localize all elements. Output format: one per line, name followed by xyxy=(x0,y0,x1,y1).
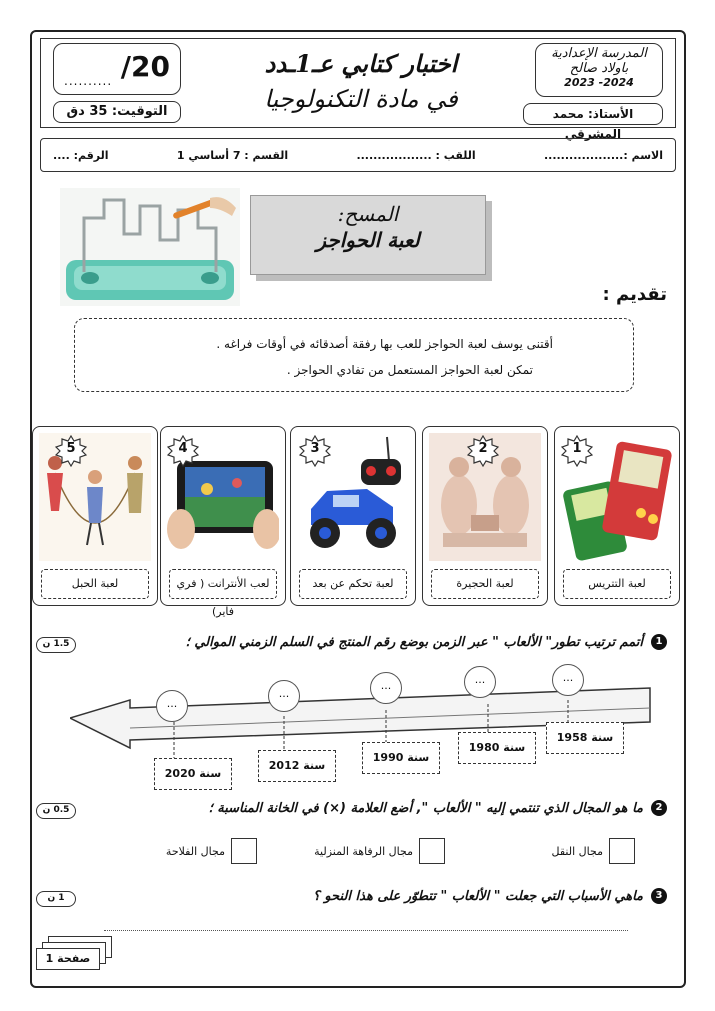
exam-title: اختبار كتابي عـ1ـدد xyxy=(264,49,458,78)
year-label: سنة 1980 xyxy=(458,732,536,764)
intro-heading: تقديم : xyxy=(602,284,667,305)
exam-subject: في مادة التكنولوجيا xyxy=(264,85,458,113)
teacher-label: الأستاذ: محمد المشرقي xyxy=(523,103,663,125)
name-field[interactable]: الاسم :................... xyxy=(543,148,663,162)
page-number: صفحة 1 xyxy=(36,948,100,970)
toy-number-badge: 1 xyxy=(561,435,593,467)
toy-card-3 xyxy=(290,426,416,606)
topic-title: لعبة الحواجز xyxy=(316,228,420,252)
points-badge: 1.5 ن xyxy=(36,637,76,653)
checkbox[interactable] xyxy=(609,838,635,864)
option-home-comfort[interactable] xyxy=(314,838,445,864)
intro-line-1: أقتنى يوسف لعبة الحواجز للعب بها رفقة أصدقائه في أوقات فراغه . xyxy=(216,337,553,351)
toy-number-badge: 5 xyxy=(55,435,87,467)
timeline-blank[interactable]: ... xyxy=(464,666,496,698)
question-text: ما هو المجال الذي تنتمي إليه " الألعاب ", أضع العلامة (×) في الخانة المناسبة ؛ xyxy=(208,800,643,816)
school-box xyxy=(535,43,663,97)
toy-label: لعب الأنترانت ( فري فاير) xyxy=(169,569,277,599)
toy-label: لعبة الحبل xyxy=(41,569,149,599)
year-label: سنة 1958 xyxy=(546,722,624,754)
year-label: سنة 2020 xyxy=(154,758,232,790)
toy-number-badge: 4 xyxy=(167,435,199,467)
points-badge: 1 ن xyxy=(36,891,76,907)
score-total: /20 xyxy=(120,50,170,83)
toy-number-badge: 2 xyxy=(467,435,499,467)
option-label: مجال الرفاهة المنزلية xyxy=(314,844,413,858)
option-label: مجال النقل xyxy=(551,844,603,858)
question-text: أتمم ترتيب تطور" الألعاب " عبر الزمن بوضع رقم المنتج في السلم الزمني الموالي ؛ xyxy=(185,634,643,650)
question-3 xyxy=(313,888,667,904)
surname-field[interactable]: اللقب : .................. xyxy=(356,148,476,162)
year-label: سنة 2012 xyxy=(258,750,336,782)
year-label: سنة 1990 xyxy=(362,742,440,774)
timeline-blank[interactable]: ... xyxy=(552,664,584,696)
option-transport[interactable] xyxy=(552,838,635,864)
topic-label: المسح: xyxy=(337,202,399,226)
intro-box xyxy=(74,318,634,392)
class-field: القسم : 7 أساسي 1 xyxy=(176,148,289,162)
timeline xyxy=(70,660,670,790)
wire-maze-game-image xyxy=(60,188,240,306)
checkbox[interactable] xyxy=(419,838,445,864)
exam-header xyxy=(40,38,676,141)
topic-box xyxy=(250,195,486,275)
school-name: المدرسة الإعدادية xyxy=(551,46,647,61)
toy-card-2 xyxy=(422,426,548,606)
question-1 xyxy=(186,634,667,650)
toy-card-1 xyxy=(554,426,680,606)
score-box xyxy=(53,43,181,95)
duration-label: التوقيت: 35 دق xyxy=(53,101,181,123)
option-label: مجال الفلاحة xyxy=(165,844,225,858)
toy-card-5 xyxy=(32,426,158,606)
score-blank: .......... xyxy=(64,74,113,88)
question-number: 3 xyxy=(651,888,667,904)
timeline-blank[interactable]: ... xyxy=(156,690,188,722)
toy-number-badge: 3 xyxy=(299,435,331,467)
toy-label: لعبة تحكم عن بعد xyxy=(299,569,407,599)
number-field[interactable]: الرقم: .... xyxy=(53,148,109,162)
toy-card-4 xyxy=(160,426,286,618)
question-text: ماهي الأسباب التي جعلت " الألعاب " تتطوّر على هذا النحو ؟ xyxy=(312,888,643,904)
answer-line[interactable] xyxy=(104,930,628,931)
question-2 xyxy=(209,800,667,816)
student-info-line xyxy=(40,138,676,172)
intro-line-2: تمكن لعبة الحواجز المستعمل من تفادي الحواجز . xyxy=(286,363,533,377)
school-location: باولاد صالح xyxy=(569,61,629,76)
question-number: 2 xyxy=(651,800,667,816)
school-year: 2024- 2023 xyxy=(564,76,634,89)
toy-label: لعبة التتريس xyxy=(563,569,671,599)
option-agriculture[interactable] xyxy=(166,838,257,864)
toy-label: لعبة الحجيرة xyxy=(431,569,539,599)
question-number: 1 xyxy=(651,634,667,650)
timeline-blank[interactable]: ... xyxy=(268,680,300,712)
timeline-blank[interactable]: ... xyxy=(370,672,402,704)
points-badge: 0.5 ن xyxy=(36,803,76,819)
checkbox[interactable] xyxy=(231,838,257,864)
